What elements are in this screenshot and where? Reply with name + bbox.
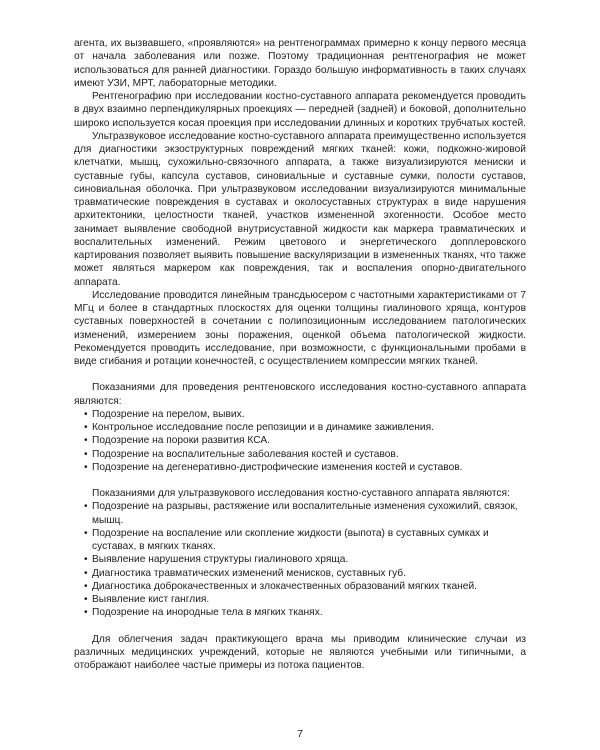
list-item: • Подозрение на перелом, вывих. <box>84 408 245 420</box>
bullet-icon: • <box>84 501 88 513</box>
list-item: • Подозрение на инородные тела в мягких тканях. <box>84 607 323 619</box>
ultrasound-indications-intro: Показаниями для ультразвукового исследования костно-суставного аппарата являются: <box>92 488 510 499</box>
list-item: • Подозрение на дегенеративно-дистрофические изменения костей и суставов. <box>84 461 463 473</box>
paragraph-continuation: агента, их вызвавшего, «проявляются» на рентгенограммах примерно к концу первого месяца от начала заболевания или позже. Поэтому традиционная рентгенография не может использоваться для ранней диагностики. Гораздо большую информативность в таких случаях имеют УЗИ, МРТ, лабораторные методики. <box>74 38 526 89</box>
bullet-icon: • <box>84 461 88 473</box>
paragraph-ultrasound-overview: Ультразвуковое исследование костно-суставного аппарата преимущественно используется для диагностики экзоструктурных повреждений мягких тканей: кожи, подкожно-жировой клетчатки, мышц, сухожильно-связочного аппарата, а также визуализируются мениски и суставные губы, капсула суставов, синовиальные и суставные сумки, полости суставов, синовиальная оболочка. При ультразвуковом исследовании визуализируются минимальные травматические повреждения в суставах и околосуставных структурах в виде нарушения архитектоники, целостности тканей, участков измененной эхогенности. Особое место занимает выявление свободной внутрисуставной жидкости как маркера травматических и воспалительных изменений. Режим цветового и энергетического допплеровского картирования позволяет выявить повышение васкуляризации в измененных тканях, что также может являться маркером как повреждения, так и воспаления опорно-двигательного аппарата. <box>74 130 526 288</box>
list-item: • Контрольное исследование после репозиции и в динамике заживления. <box>84 422 434 433</box>
page-number: 7 <box>297 728 303 740</box>
bullet-icon: • <box>84 422 88 433</box>
list-item: • Подозрение на пороки развития КСА. <box>84 435 270 447</box>
list-item: • Подозрение на воспалительные заболевания костей и суставов. <box>84 448 399 460</box>
list-item: • Диагностика травматических изменений менисков, суставных губ. <box>84 567 406 579</box>
bullet-icon: • <box>84 554 88 566</box>
list-item: • Диагностика доброкачественных и злокачественных образований мягких тканей. <box>84 580 477 592</box>
paragraph-xray-projections: Рентгенографию при исследовании костно-суставного аппарата рекомендуется проводить в двух взаимно перпендикулярных проекциях — передней (задней) и боковой, дополнительно широко используется косая проекция при исследовании длинных и коротких трубчатых костей. <box>74 91 527 129</box>
paragraph-ultrasound-method: Исследование проводится линейным трансдьюсером с частотными характеристиками от 7 МГц и более в стандартных плоскостях для оценки толщины гиалинового хряща, контуров суставных поверхностей в сочетании с полипозиционным исследованием патологических изменений, измерением зоны поражения, оценкой объема патологической жидкости. Рекомендуется проводить исследование, при возможности, с функциональными пробами в виде сгибания и ротации конечностей, с осуществлением компрессии мягких тканей. <box>74 289 526 367</box>
list-item: • Подозрение на воспаление или скопление жидкости (выпота) в суставных сумках и суставах, в мягких тканях. <box>84 527 489 552</box>
bullet-icon: • <box>84 408 88 420</box>
list-item: • Подозрение на разрывы, растяжение или воспалительные изменения сухожилий, связок, мышц. <box>84 501 518 526</box>
bullet-icon: • <box>84 448 88 460</box>
bullet-icon: • <box>84 594 88 605</box>
paragraph-closing: Для облегчения задач практикующего врача мы приводим клинические случаи из различных медицинских учреждений, которые не являются учебными или типичными, а отображают наиболее частые примеры из потока пациентов. <box>74 633 526 671</box>
xray-indications-intro: Показаниями для проведения рентгеновского исследования костно-суставного аппарата являются: <box>74 382 526 407</box>
bullet-icon: • <box>84 580 88 592</box>
bullet-icon: • <box>84 567 88 579</box>
ultrasound-indications-list <box>74 500 526 619</box>
bullet-icon: • <box>84 527 88 539</box>
document-page <box>74 37 526 672</box>
list-item: • Выявление нарушения структуры гиалинового хряща. <box>84 554 349 566</box>
bullet-icon: • <box>84 435 88 447</box>
bullet-icon: • <box>84 607 88 619</box>
xray-indications-list <box>74 408 526 474</box>
list-item: • Выявление кист ганглия. <box>84 594 210 605</box>
